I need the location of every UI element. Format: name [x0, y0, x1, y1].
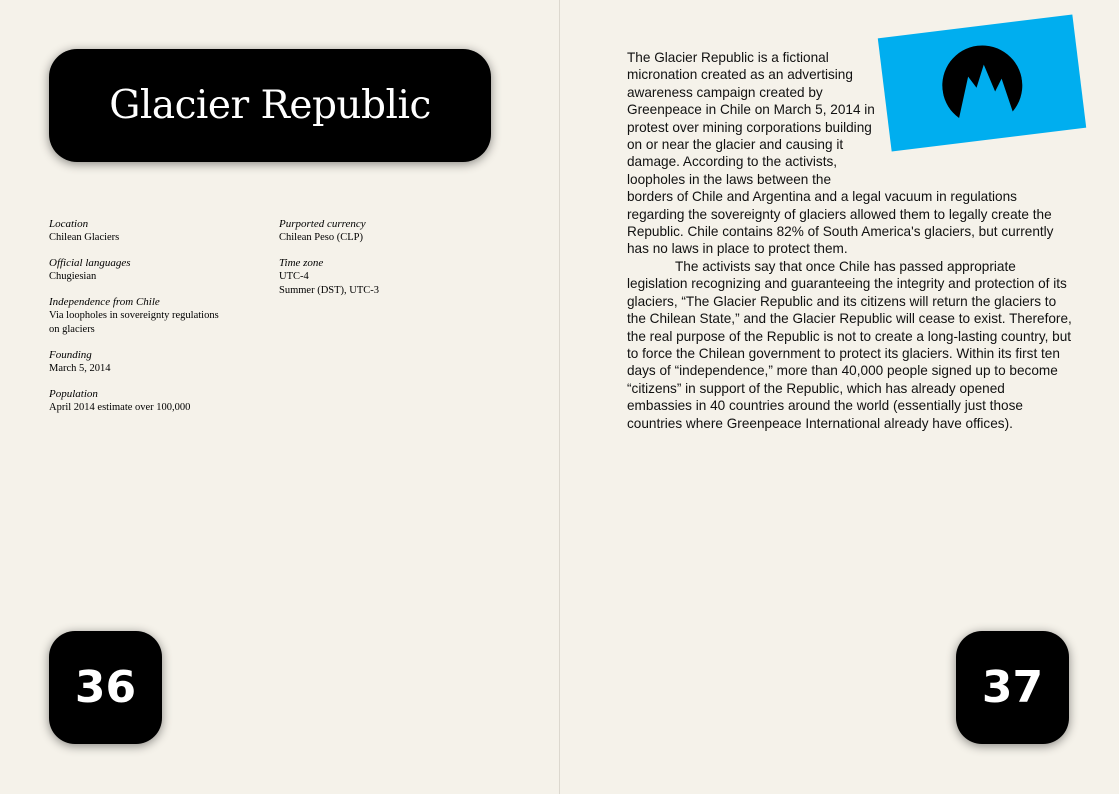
page-number-label: 37: [981, 662, 1044, 713]
fact-value: Chugiesian: [49, 271, 97, 282]
fact-official-languages: [49, 257, 259, 284]
fact-location: [49, 218, 259, 245]
page-number-left: [49, 631, 162, 744]
facts-column-1: [49, 218, 259, 427]
title-banner: [49, 49, 491, 162]
fact-value: Via loopholes in sovereignty regulations on glaciers: [49, 310, 219, 335]
fact-independence: [49, 296, 259, 337]
page-title: Glacier Republic: [109, 83, 431, 128]
fact-label: Location: [49, 218, 89, 230]
page-gutter: [559, 0, 560, 794]
fact-label: Time zone: [279, 257, 324, 269]
article-paragraph-2: The activists say that once Chile has passed appropriate legislation recognizing and guaranteeing the integrity and protection of its glaciers, “The Glacier Republic and its citizens will return the glaciers to the Chilean State,” and the Glacier Republic will cease to exist. Therefore, the real purpose of the Republic is not to create a long-lasting country, but to force the Chilean government to protect its glaciers. Within its first ten days of “independence,” more than 40,000 people signed up to become “citizens” in support of the Republic, which has already opened embassies in 40 countries around the world (essentially just those countries where Greenpeace International already have offices).: [627, 258, 1072, 431]
fact-label: Official languages: [49, 257, 131, 269]
page-number-label: 36: [74, 662, 137, 713]
flag-float-space: [875, 49, 1073, 179]
fact-label: Purported currency: [279, 218, 366, 230]
facts-column-2: [279, 218, 479, 310]
fact-value: Chilean Peso (CLP): [279, 232, 363, 243]
fact-population: [49, 388, 259, 415]
fact-label: Founding: [49, 349, 92, 361]
article-body: [627, 49, 1073, 432]
fact-value: April 2014 estimate over 100,000: [49, 402, 191, 413]
fact-label: Independence from Chile: [49, 296, 160, 308]
article-paragraph-1: The Glacier Republic is a fictional micronation created as an advertising awareness campaign created by Greenpeace in Chile on March 5, 2014 in protest over mining corporations building on or near the glacier and causing it damage. According to the activists, loopholes in the laws between the borders of Chile and Argentina and a legal vacuum in regulations regarding the sovereignty of glaciers allowed them to legally create the Republic. Chile contains 82% of South America's glaciers, but currently has no laws in place to protect them.: [627, 50, 1054, 257]
fact-currency: [279, 218, 479, 245]
fact-value: UTC-4 Summer (DST), UTC-3: [279, 271, 380, 296]
fact-label: Population: [49, 388, 98, 400]
fact-value: March 5, 2014: [49, 363, 111, 374]
fact-time-zone: [279, 257, 479, 298]
fact-value: Chilean Glaciers: [49, 232, 120, 243]
fact-founding: [49, 349, 259, 376]
page-number-right: [956, 631, 1069, 744]
